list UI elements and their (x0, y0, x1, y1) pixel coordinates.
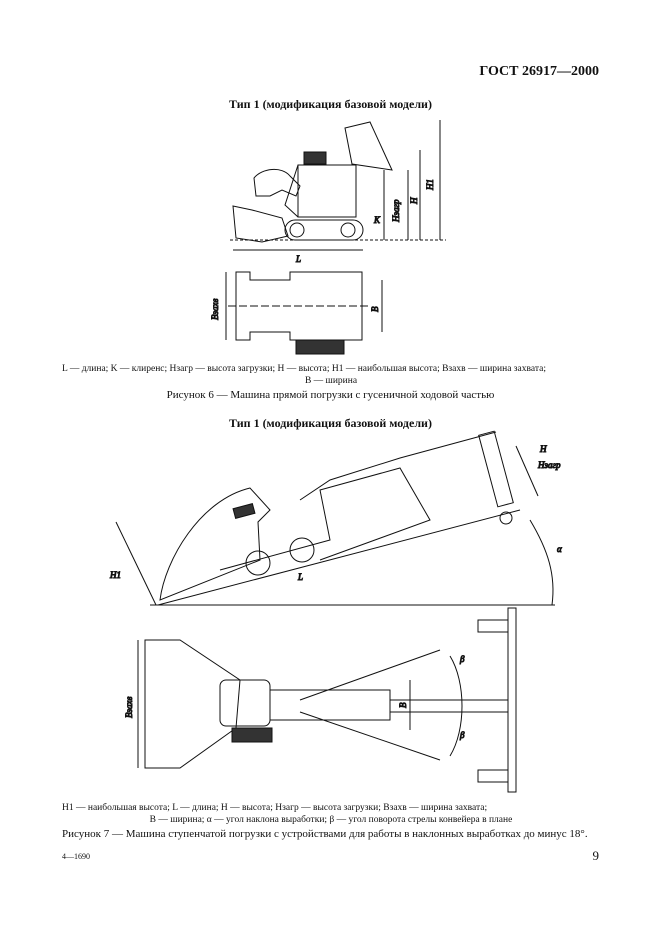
track-wheel-rear (341, 223, 355, 237)
label-H1: H1 (425, 179, 435, 190)
plan-wall (508, 608, 516, 792)
alpha-arc (530, 520, 553, 605)
figure6-side-view (230, 120, 446, 264)
label-L: L (298, 572, 304, 582)
conveyor-boom (300, 432, 496, 500)
figure7-plan-view (124, 608, 516, 792)
plan-support-top (478, 620, 508, 632)
figure7-side-view (109, 431, 562, 605)
plan-support-bottom (478, 770, 508, 782)
plan-gathering-area (145, 640, 240, 768)
figure7-legend-line2: B — ширина; α — угол наклона выработки; β — угол поворота стрелы конвейера в плане (149, 815, 513, 825)
label-B: B (370, 306, 380, 312)
figure7-title: Тип 1 (модификация базовой модели) (229, 416, 432, 430)
plan-hatched-part (296, 340, 344, 354)
plan-boom-right (300, 712, 440, 760)
label-beta-top: β (460, 654, 465, 664)
plan-conveyor (270, 690, 390, 720)
beta-arc (450, 656, 462, 756)
label-H: H (540, 444, 547, 454)
label-beta-bottom: β (460, 730, 465, 740)
figure6-legend-line2: B — ширина (304, 376, 358, 386)
label-H1: H1 (110, 570, 121, 580)
track-wheel-front (290, 223, 304, 237)
figure6-legend-line1: L — длина; K — клиренс; Hзагр — высота загрузки; H — высота; H1 — наибольшая высота; Bзахв — ширина захвата; (62, 364, 546, 374)
gathering-arm (160, 488, 270, 600)
label-H-zagr: Hзагр (538, 460, 561, 470)
dim-max-height-line (116, 522, 156, 605)
label-H: H (409, 197, 419, 204)
standard-number: ГОСТ 26917—2000 (479, 64, 599, 79)
plan-hatched-part (232, 728, 272, 742)
conveyor-end (479, 431, 514, 507)
label-B-zahv: Bзахв (210, 298, 220, 320)
machine-body (298, 165, 356, 217)
wheel-front (246, 551, 270, 575)
plan-body (220, 680, 270, 726)
hatched-cab (304, 152, 326, 164)
hatched-cab (233, 504, 255, 519)
label-B: B (398, 702, 408, 708)
label-H-zagr: Hзагр (391, 199, 401, 222)
figure6-plan-view (210, 272, 382, 354)
figure6-caption: Рисунок 6 — Машина прямой погрузки с гусеничной ходовой частью (166, 389, 495, 401)
figure6-title: Тип 1 (модификация базовой модели) (229, 97, 432, 111)
label-alpha: α (557, 544, 562, 554)
page-number: 9 (592, 848, 599, 863)
loading-arm (254, 169, 300, 196)
label-L: L (296, 254, 302, 264)
front-bucket (233, 206, 288, 242)
label-K: K (374, 215, 381, 225)
rear-bucket (345, 122, 392, 170)
plan-boom-left (300, 650, 440, 700)
dim-height-lines (516, 446, 538, 496)
print-code: 4—1690 (62, 852, 90, 861)
figure7-caption: Рисунок 7 — Машина ступенчатой погрузки с устройствами для работы в наклонных выработках до минус 18°. (62, 828, 588, 840)
inclined-floor (158, 510, 520, 605)
label-B-zahv: Bзахв (124, 696, 134, 718)
figure7-legend-line1: H1 — наибольшая высота; L — длина; H — высота; Hзагр — высота загрузки; Bзахв — ширина захвата; (62, 803, 488, 813)
